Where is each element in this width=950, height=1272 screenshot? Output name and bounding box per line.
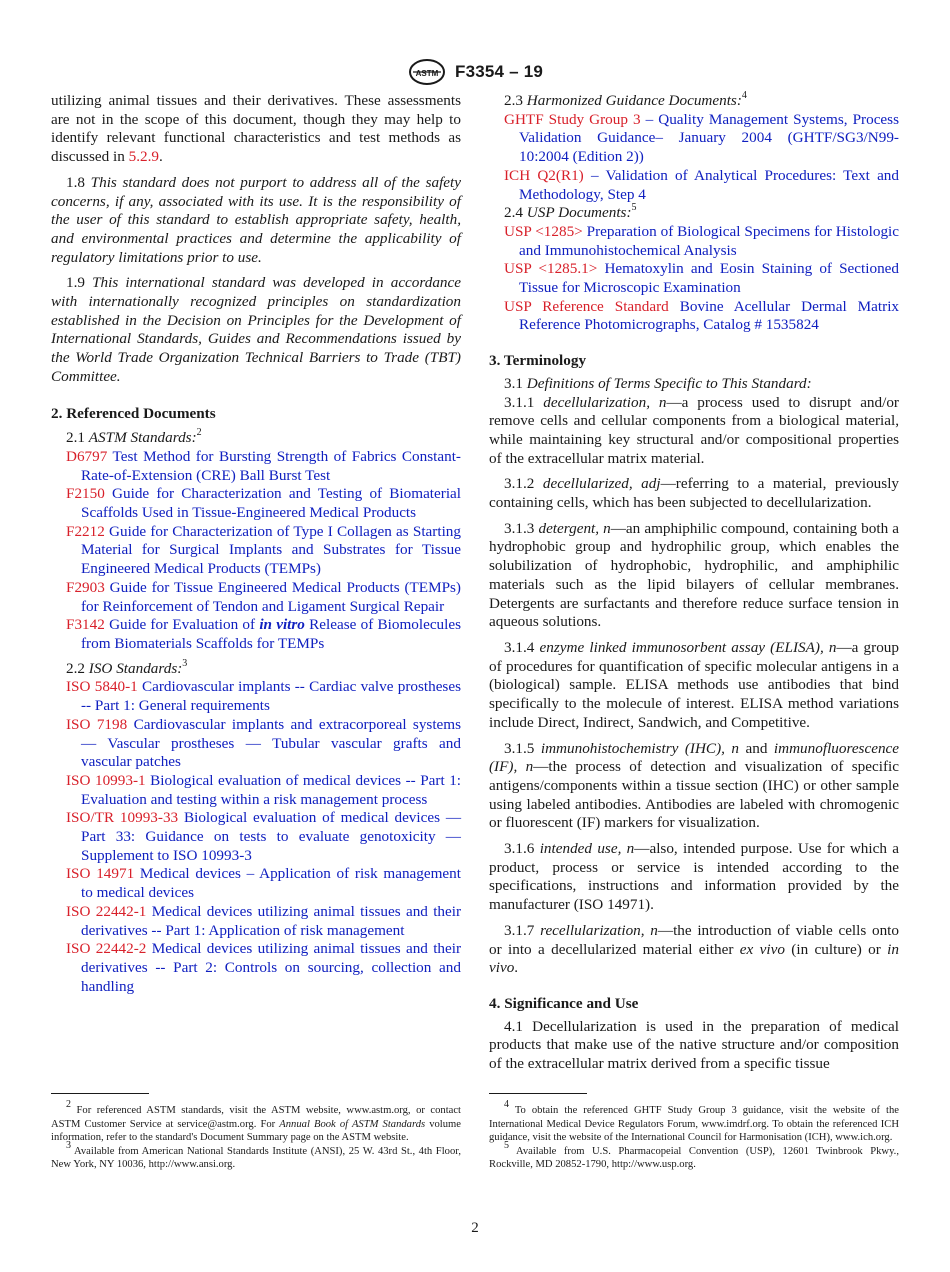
footnote-rule-left <box>51 1093 149 1094</box>
ref-item[interactable]: F2903 Guide for Tissue Engineered Medical Products (TEMPs) for Reinforcement of Tendon and Ligament Surgical Repair <box>66 578 461 615</box>
ref-item[interactable]: ISO 7198 Cardiovascular implants and extracorporeal systems — Vascular prostheses — Tubular vascular grafts and vascular patches <box>66 715 462 771</box>
usp-ref-list <box>489 223 899 335</box>
iso-ref-list <box>51 678 461 996</box>
ref-item[interactable]: ISO 5840-1 Cardiovascular implants -- Cardiac valve prostheses -- Part 1: General requirements <box>66 678 461 715</box>
left-column <box>51 92 461 996</box>
paragraph-4-1: 4.1 Decellularization is used in the preparation of medical products that make use of the native structure and/or composition of the extracellular matrix derived from a specific tissue <box>489 1017 899 1073</box>
ref-item[interactable]: GHTF Study Group 3 – Quality Management Systems, Process Validation Guidance– January 2004 (GHTF/SG3/N99-10:2004 (Edition 2)) <box>504 110 899 166</box>
ref-item[interactable]: ISO 10993-1 Biological evaluation of medical devices -- Part 1: Evaluation and testing within a risk management process <box>66 771 462 808</box>
footnotes-right <box>489 1099 899 1172</box>
logo-text: ASTM <box>415 69 439 78</box>
harmonized-ref-list <box>489 111 899 205</box>
ref-item[interactable]: ICH Q2(R1) – Validation of Analytical Procedures: Text and Methodology, Step 4 <box>504 166 899 203</box>
definition-item: 3.1.4 enzyme linked immunosorbent assay (ELISA), n—a group of procedures for quantification of specific molecular antigens in a (biological) sample. ELISA methods use antibodies that bind specifically to the molecule of interest. ELISA method variations include Direct, Indirect, Sandwich, and Competitive. <box>489 638 899 731</box>
footnote-2: $^2$ For referenced ASTM standards, visit the ASTM website, www.astm.org, or contact ASTM Customer Service at service@astm.org. For Annual Book of ASTM Standards volume information, refer to the standard's Document Summary page on the ASTM website. <box>51 1099 461 1144</box>
paragraph-continuation: utilizing animal tissues and their derivatives. These assessments are not in the scope of this document, though they may help to identify relevant functional characteristics and test methods as discussed in 5.2.9. <box>51 92 461 166</box>
definition-item: 3.1.6 intended use, n—also, intended purpose. Use for which a product, process or service is intended according to the specifications, instructions and information provided by the manufacturer (ISO 14971). <box>489 840 900 914</box>
ref-item[interactable]: ISO/TR 10993-33 Biological evaluation of medical devices — Part 33: Guidance on tests to evaluate genotoxicity — Supplement to ISO 10993-3 <box>66 809 462 864</box>
page-number: 2 <box>471 1220 479 1236</box>
footnote-3: $^3$ Available from American National Standards Institute (ANSI), 25 W. 43rd St., 4th Floor, New York, NY 10036, http://www.ansi.org. <box>51 1140 461 1171</box>
definition-item: 3.1.3 detergent, n—an amphiphilic compound, containing both a hydrophobic group and hydrophilic group, which enables the solubilization of hydrophobic, hydrophilic, and amphiphilic materials such as the lipid bilayers of cellular membranes. Detergents are surfactants and therefore reduce surface tension in aqueous solutions. <box>489 519 899 631</box>
astm-logo-icon <box>407 58 447 86</box>
definition-item: 3.1.7 recellularization, n—the introduction of viable cells onto or into a decellularized material either ex vivo (in culture) or in vivo. <box>489 921 899 977</box>
designation: F3354 – 19 <box>454 62 543 81</box>
subsection-usp-documents: 2.4 USP Documents:$^5$ <box>504 202 637 222</box>
ref-item[interactable]: F3142 Guide for Evaluation of in vitro Release of Biomolecules from Biomaterials Scaffolds for TEMPs <box>66 616 462 652</box>
ref-item[interactable]: USP <1285> Preparation of Biological Specimens for Histologic and Immunohistochemical Analysis <box>504 222 900 259</box>
ref-item[interactable]: USP Reference Standard Bovine Acellular Dermal Matrix Reference Photomicrographs, Catalog # 1535824 <box>504 297 900 334</box>
subsection-definitions: 3.1 Definitions of Terms Specific to This Standard: <box>504 374 812 392</box>
ref-item[interactable]: ISO 22442-2 Medical devices utilizing animal tissues and their derivatives -- Part 2: Controls on sourcing, collection and handling <box>66 940 462 995</box>
footnotes-left <box>51 1099 461 1172</box>
definition-item: 3.1.1 decellularization, n—a process used to disrupt and/or remove cells and cellular components from a biological material, while maintaining key structural and/or compositional properties of the extracellular matrix material. <box>489 393 899 467</box>
ref-item[interactable]: D6797 Test Method for Bursting Strength of Fabrics Constant-Rate-of-Extension (CRE) Ball Burst Test <box>66 447 461 484</box>
footnote-5: $^5$ Available from U.S. Pharmacopeial Convention (USP), 12601 Twinbrook Pkwy., Rockville, MD 20852-1790, http://www.usp.org. <box>489 1140 899 1171</box>
section-heading-significance: 4. Significance and Use <box>489 994 639 1012</box>
paragraph-1-9: 1.9 This international standard was developed in accordance with internationally recognized principles on standardization established in the Decision on Principles for the Development of International Standards, Guides and Recommendations issued by the World Trade Organization Technical Barriers to Trade (TBT) Committee. <box>51 274 462 385</box>
section-link[interactable]: 5.2.9 <box>128 148 159 166</box>
paragraph-1-8: 1.8 This standard does not purport to address all of the safety concerns, if any, associated with its use. It is the responsibility of the user of this standard to establish appropriate safety, health, and environmental practices and determine the applicability of regulatory limitations prior to use. <box>51 173 462 266</box>
subsection-astm-standards: 2.1 ASTM Standards:$^2$ <box>66 427 202 447</box>
astm-ref-list <box>51 448 461 654</box>
subsection-harmonized-guidance: 2.3 Harmonized Guidance Documents:$^4$ <box>504 89 747 109</box>
subsection-iso-standards: 2.2 ISO Standards:$^3$ <box>66 657 188 677</box>
section-heading-terminology: 3. Terminology <box>489 352 587 370</box>
ref-item[interactable]: ISO 22442-1 Medical devices utilizing animal tissues and their derivatives -- Part 1: Application of risk management <box>66 902 462 939</box>
definition-item: 3.1.2 decellularized, adj—referring to a material, previously containing cells, which has been subjected to decellularization. <box>489 475 900 512</box>
ref-item[interactable]: F2212 Guide for Characterization of Type I Collagen as Starting Material for Surgical Implants and Substrates for Tissue Engineered Medical Products (TEMPs) <box>66 522 461 578</box>
footnote-4: $^4$ To obtain the referenced GHTF Study Group 3 guidance, visit the website of the International Medical Device Regulators Forum, www.imdrf.org. To obtain the referenced ICH guidance, visit the website of the International Council for Harmonisation (ICH), www.ich.org. <box>489 1099 899 1144</box>
right-column <box>489 89 900 1074</box>
section-heading-referenced-documents: 2. Referenced Documents <box>51 404 216 422</box>
ref-item[interactable]: F2150 Guide for Characterization and Testing of Biomaterial Scaffolds Used in Tissue-Engineered Medical Products <box>66 485 462 522</box>
page-header <box>0 58 950 86</box>
ref-item[interactable]: USP <1285.1> Hematoxylin and Eosin Staining of Sectioned Tissue for Microscopic Examination <box>504 260 899 297</box>
footnote-rule-right <box>489 1093 587 1094</box>
ref-item[interactable]: ISO 14971 Medical devices – Application of risk management to medical devices <box>66 865 461 902</box>
definition-item: 3.1.5 immunohistochemistry (IHC), n and immunofluorescence (IF), n—the process of detection and visualization of specific antigens/components within a tissue section (IHC) or other sample using labeled antibodies. Antibodies are labeled with chromogenic or fluorescent (IF) markers for visualization. <box>489 739 900 832</box>
